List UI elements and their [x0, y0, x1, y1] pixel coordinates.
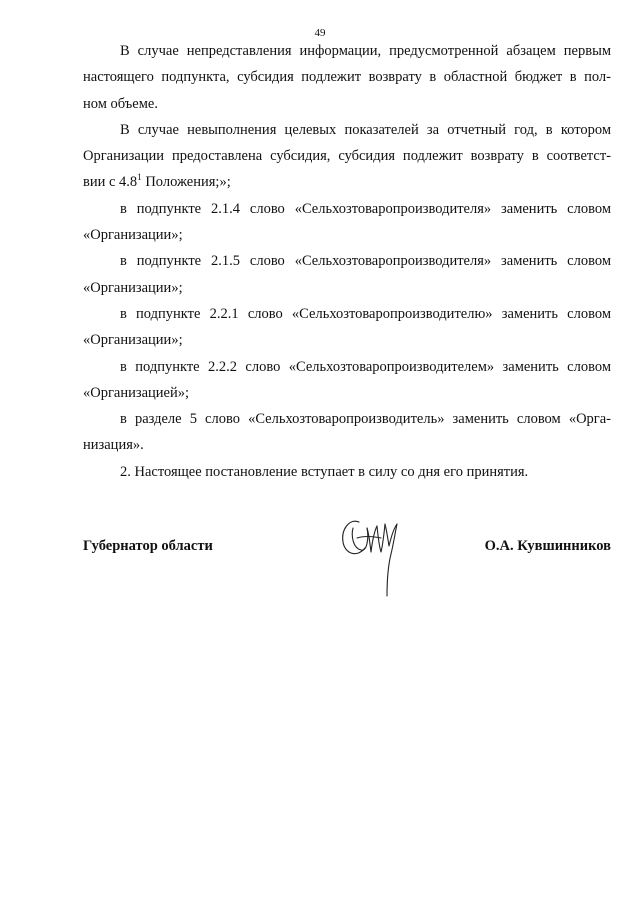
text-line: «Организацией»; [83, 384, 190, 401]
paragraph [83, 406, 611, 459]
text-line: В случае невыполнения целевых показателей за отчетный год, в котором [120, 121, 611, 138]
superscript-number: 1 [137, 172, 142, 183]
text-line: в подпункте 2.2.1 слово «Сельхозтоваропроизводителю» заменить словом [120, 305, 611, 322]
text-line: в подпункте 2.1.4 слово «Сельхозтоваропроизводителя» заменить словом [120, 200, 611, 217]
text-line: в разделе 5 слово «Сельхозтоваропроизводитель» заменить словом «Орга- [120, 411, 611, 428]
text-line: низация». [83, 437, 144, 454]
document-body [83, 38, 611, 485]
paragraph [83, 354, 611, 407]
text-line: «Организации»; [83, 332, 183, 349]
paragraph [83, 196, 611, 249]
text-line: в подпункте 2.2.2 слово «Сельхозтоваропроизводителем» заменить словом [120, 358, 611, 375]
signatory-title: Губернатор области [83, 538, 213, 554]
paragraph [83, 459, 611, 485]
paragraph [83, 248, 611, 301]
text-line-with-footnote [83, 169, 611, 195]
text-line: «Организации»; [83, 279, 183, 296]
text-fragment: Положения;»; [141, 174, 231, 191]
text-line: Организации предоставлена субсидия, субсидия подлежит возврату в соответст- [83, 148, 611, 165]
text-line: В случае непредставления информации, предусмотренной абзацем первым [120, 43, 611, 59]
text-line: настоящего подпункта, субсидия подлежит возврату в областной бюджет в пол- [83, 69, 611, 86]
page-number: 49 [314, 27, 326, 39]
text-fragment: вии с 4.8 [83, 174, 138, 191]
text-line: 2. Настоящее постановление вступает в силу со дня его принятия. [120, 463, 529, 480]
text-line: ном объеме. [83, 95, 158, 112]
handwritten-signature [337, 508, 407, 600]
signatory-name: О.А. Кувшинников [484, 538, 611, 554]
paragraph [83, 38, 611, 117]
paragraph [83, 301, 611, 354]
text-line: в подпункте 2.1.5 слово «Сельхозтоваропроизводителя» заменить словом [120, 253, 611, 270]
text-line: «Организации»; [83, 227, 183, 244]
paragraph [83, 117, 611, 196]
